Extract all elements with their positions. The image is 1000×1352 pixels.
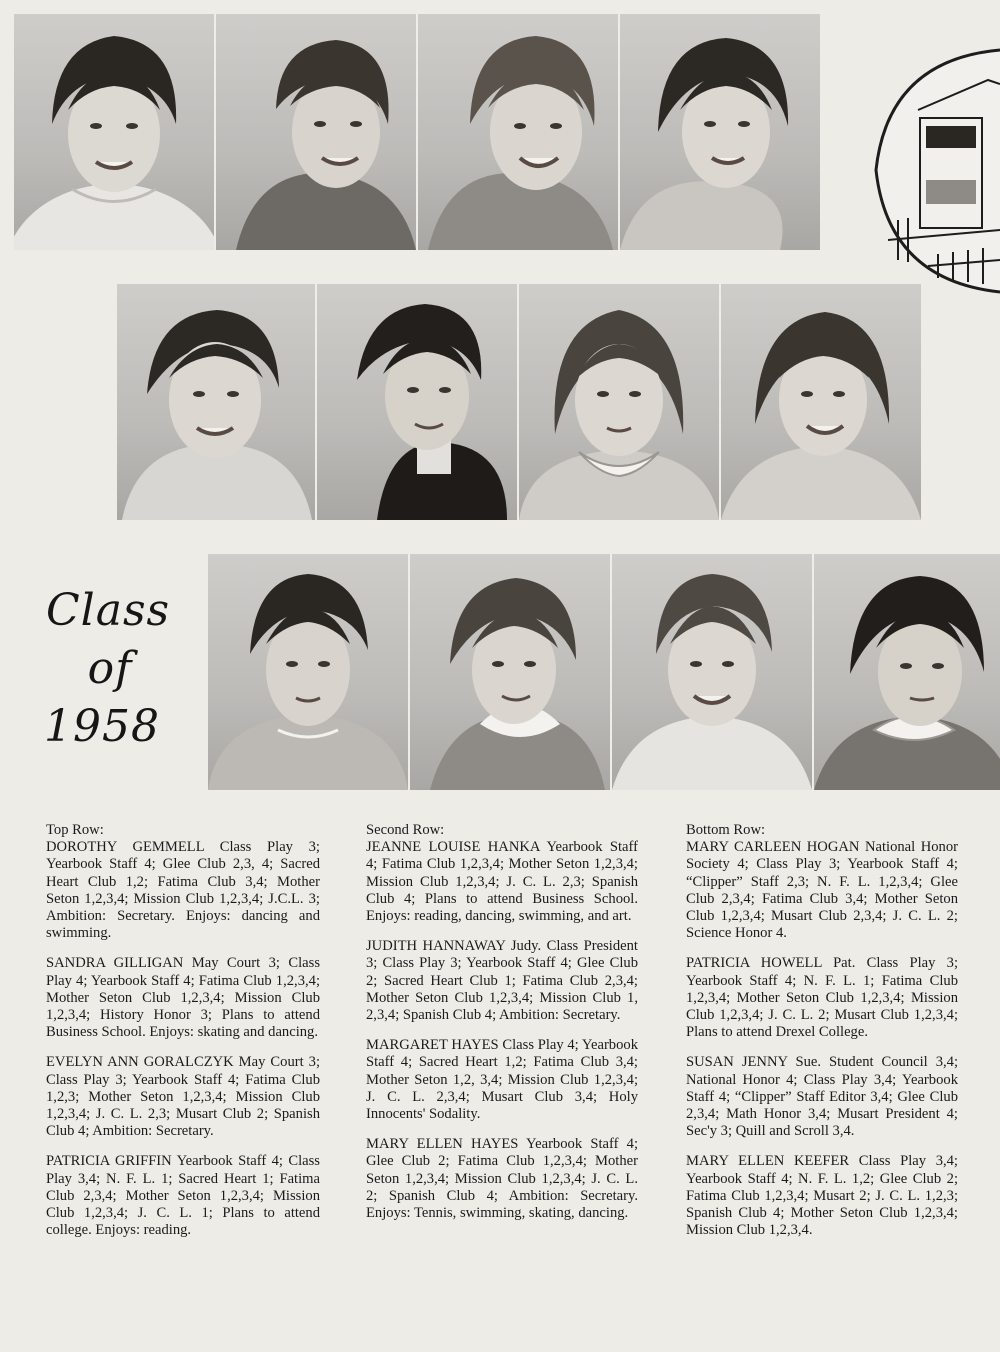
biography-column-bottom-row [686,822,958,1252]
portrait-photo [14,14,216,250]
biography-entry: MARY CARLEEN HOGAN National Honor Society 4; Class Play 3; Yearbook Staff 4; “Clipper” Staff 2,3; N. F. L. 1,2,3,4; Glee Club 2,3,4; Fatima Club 3,4; Mother Seton Club 1,2,3,4; Musart Club 2,3,4; J. C. L. 2; Science Honor 4. [686,839,958,942]
biography-entry: SANDRA GILLIGAN May Court 3; Class Play 4; Yearbook Staff 4; Fatima Club 1,2,3,4; Mother Seton Club 1,2,3,4; Mission Club 1,2,3,4; History Honor 3; Plans to attend Business School. Enjoys: skating and dancing. [46,955,320,1041]
biography-entry: MARGARET HAYES Class Play 4; Yearbook Staff 4; Sacred Heart 1,2; Fatima Club 3,4; Mother Seton 1,2, 3,4; Mission Club 1,2,3,4; J. C. L. 2,3,4; Musart Club 3,4; Holy Innocents' Sodality. [366,1037,638,1123]
portrait-photo [410,554,612,790]
biography-column-second-row [366,822,638,1235]
column-heading: Top Row: [46,822,104,838]
class-title [30,582,180,756]
photo-row-middle [117,284,921,520]
class-title-line2: of [87,643,133,694]
portrait-photo [317,284,519,520]
biography-entry: PATRICIA GRIFFIN Yearbook Staff 4; Class Play 3,4; N. F. L. 1; Sacred Heart 1; Fatima Club 2,3,4; Mother Seton 1,2,3,4; Mission Club 1,2,3,4; J. C. L. 1; Plans to attend college. Enjoys: reading. [46,1153,320,1239]
biography-column-top-row [46,822,320,1252]
biography-entry: SUSAN JENNY Sue. Student Council 3,4; National Honor 4; Class Play 3,4; Yearbook Staff 4; “Clipper” Staff Editor 3,4; Glee Club 2,3,4; Math Honor 3,4; Musart President 4; Sec'y 3; Quill and Scroll 3,4. [686,1054,958,1140]
photo-row-top [14,14,820,250]
portrait-photo [519,284,721,520]
portrait-photo [117,284,317,520]
biography-entry: JUDITH HANNAWAY Judy. Class President 3; Class Play 3; Yearbook Staff 4; Glee Club 2; Sacred Heart Club 1; Fatima Club 2,3,4; Mother Seton Club 1,2,3,4; Mission Club 1, 2,3,4; Spanish Club 4; Ambition: Secretary. [366,938,638,1024]
portrait-illustration [117,284,315,520]
portrait-illustration [721,284,921,520]
biography-entry: DOROTHY GEMMELL Class Play 3; Yearbook Staff 4; Glee Club 2,3, 4; Sacred Heart Club 1,2; Fatima Club 3,4; Mother Seton 1,2,3,4; Mission Club 1,2,3,4; J.C.L. 3; Ambition: Secretary. Enjoys: dancing and swimming. [46,839,320,942]
portrait-illustration [208,554,408,790]
column-heading: Second Row: [366,822,445,838]
portrait-illustration [14,14,214,250]
portrait-illustration [216,14,416,250]
biography-entry: JEANNE LOUISE HANKA Yearbook Staff 4; Fatima Club 1,2,3,4; Mother Seton 1,2,3,4; Mission Club 1,2,3,4; J. C. L. 2,3; Spanish Club 4; Plans to attend Business School. Enjoys: reading, dancing, swimming, and art. [366,839,638,925]
biography-entry: PATRICIA HOWELL Pat. Class Play 3; Yearbook Staff 4; N. F. L. 1; Fatima Club 1,2,3,4; Mother Seton Club 1,2,3,4; Mission Club 1,2,3,4; J. C. L. 2; Musart Club 1,2,3,4; Plans to attend Drexel College. [686,955,958,1041]
biography-entry: EVELYN ANN GORALCZYK May Court 3; Class Play 3; Yearbook Staff 4; Fatima Club 1,2,3; Mother Seton 1,2,3,4; Mission Club 1,2,3,4; J. C. L. 2,3; Musart Club 2; Spanish Club 4; Ambition: Secretary. [46,1054,320,1140]
portrait-illustration [519,284,719,520]
portrait-photo [216,14,418,250]
portrait-photo [721,284,921,520]
portrait-illustration [620,14,820,250]
portrait-photo [620,14,820,250]
portrait-illustration [612,554,812,790]
portrait-photo [418,14,620,250]
portrait-photo [814,554,1000,790]
column-heading: Bottom Row: [686,822,766,838]
portrait-illustration [814,554,1000,790]
class-title-line3: 1958 [44,701,160,752]
class-title-line1: Class [46,585,171,636]
portrait-illustration [410,554,610,790]
biography-entry: MARY ELLEN HAYES Yearbook Staff 4; Glee Club 2; Fatima Club 1,2,3,4; Mother Seton 1,2,3,4; Mission Club 1,2,3,4; J. C. L. 2; Spanish Club 4; Ambition: Secretary. Enjoys: Tennis, swimming, skating, dancing. [366,1136,638,1222]
portrait-illustration [418,14,618,250]
gazebo-drawing [868,40,1000,302]
portrait-illustration [317,284,517,520]
biography-entry: MARY ELLEN KEEFER Class Play 3,4; Yearbook Staff 4; N. F. L. 1,2; Glee Club 2; Fatima Club 1,2,3,4; Musart 2; J. C. L. 1,2,3; Spanish Club 4; Mother Seton Club 1,2,3,4; Mission Club 1,2,3,4. [686,1153,958,1239]
portrait-photo [612,554,814,790]
gazebo-illustration [868,40,1000,302]
portrait-photo [208,554,410,790]
photo-row-bottom [208,554,1000,790]
